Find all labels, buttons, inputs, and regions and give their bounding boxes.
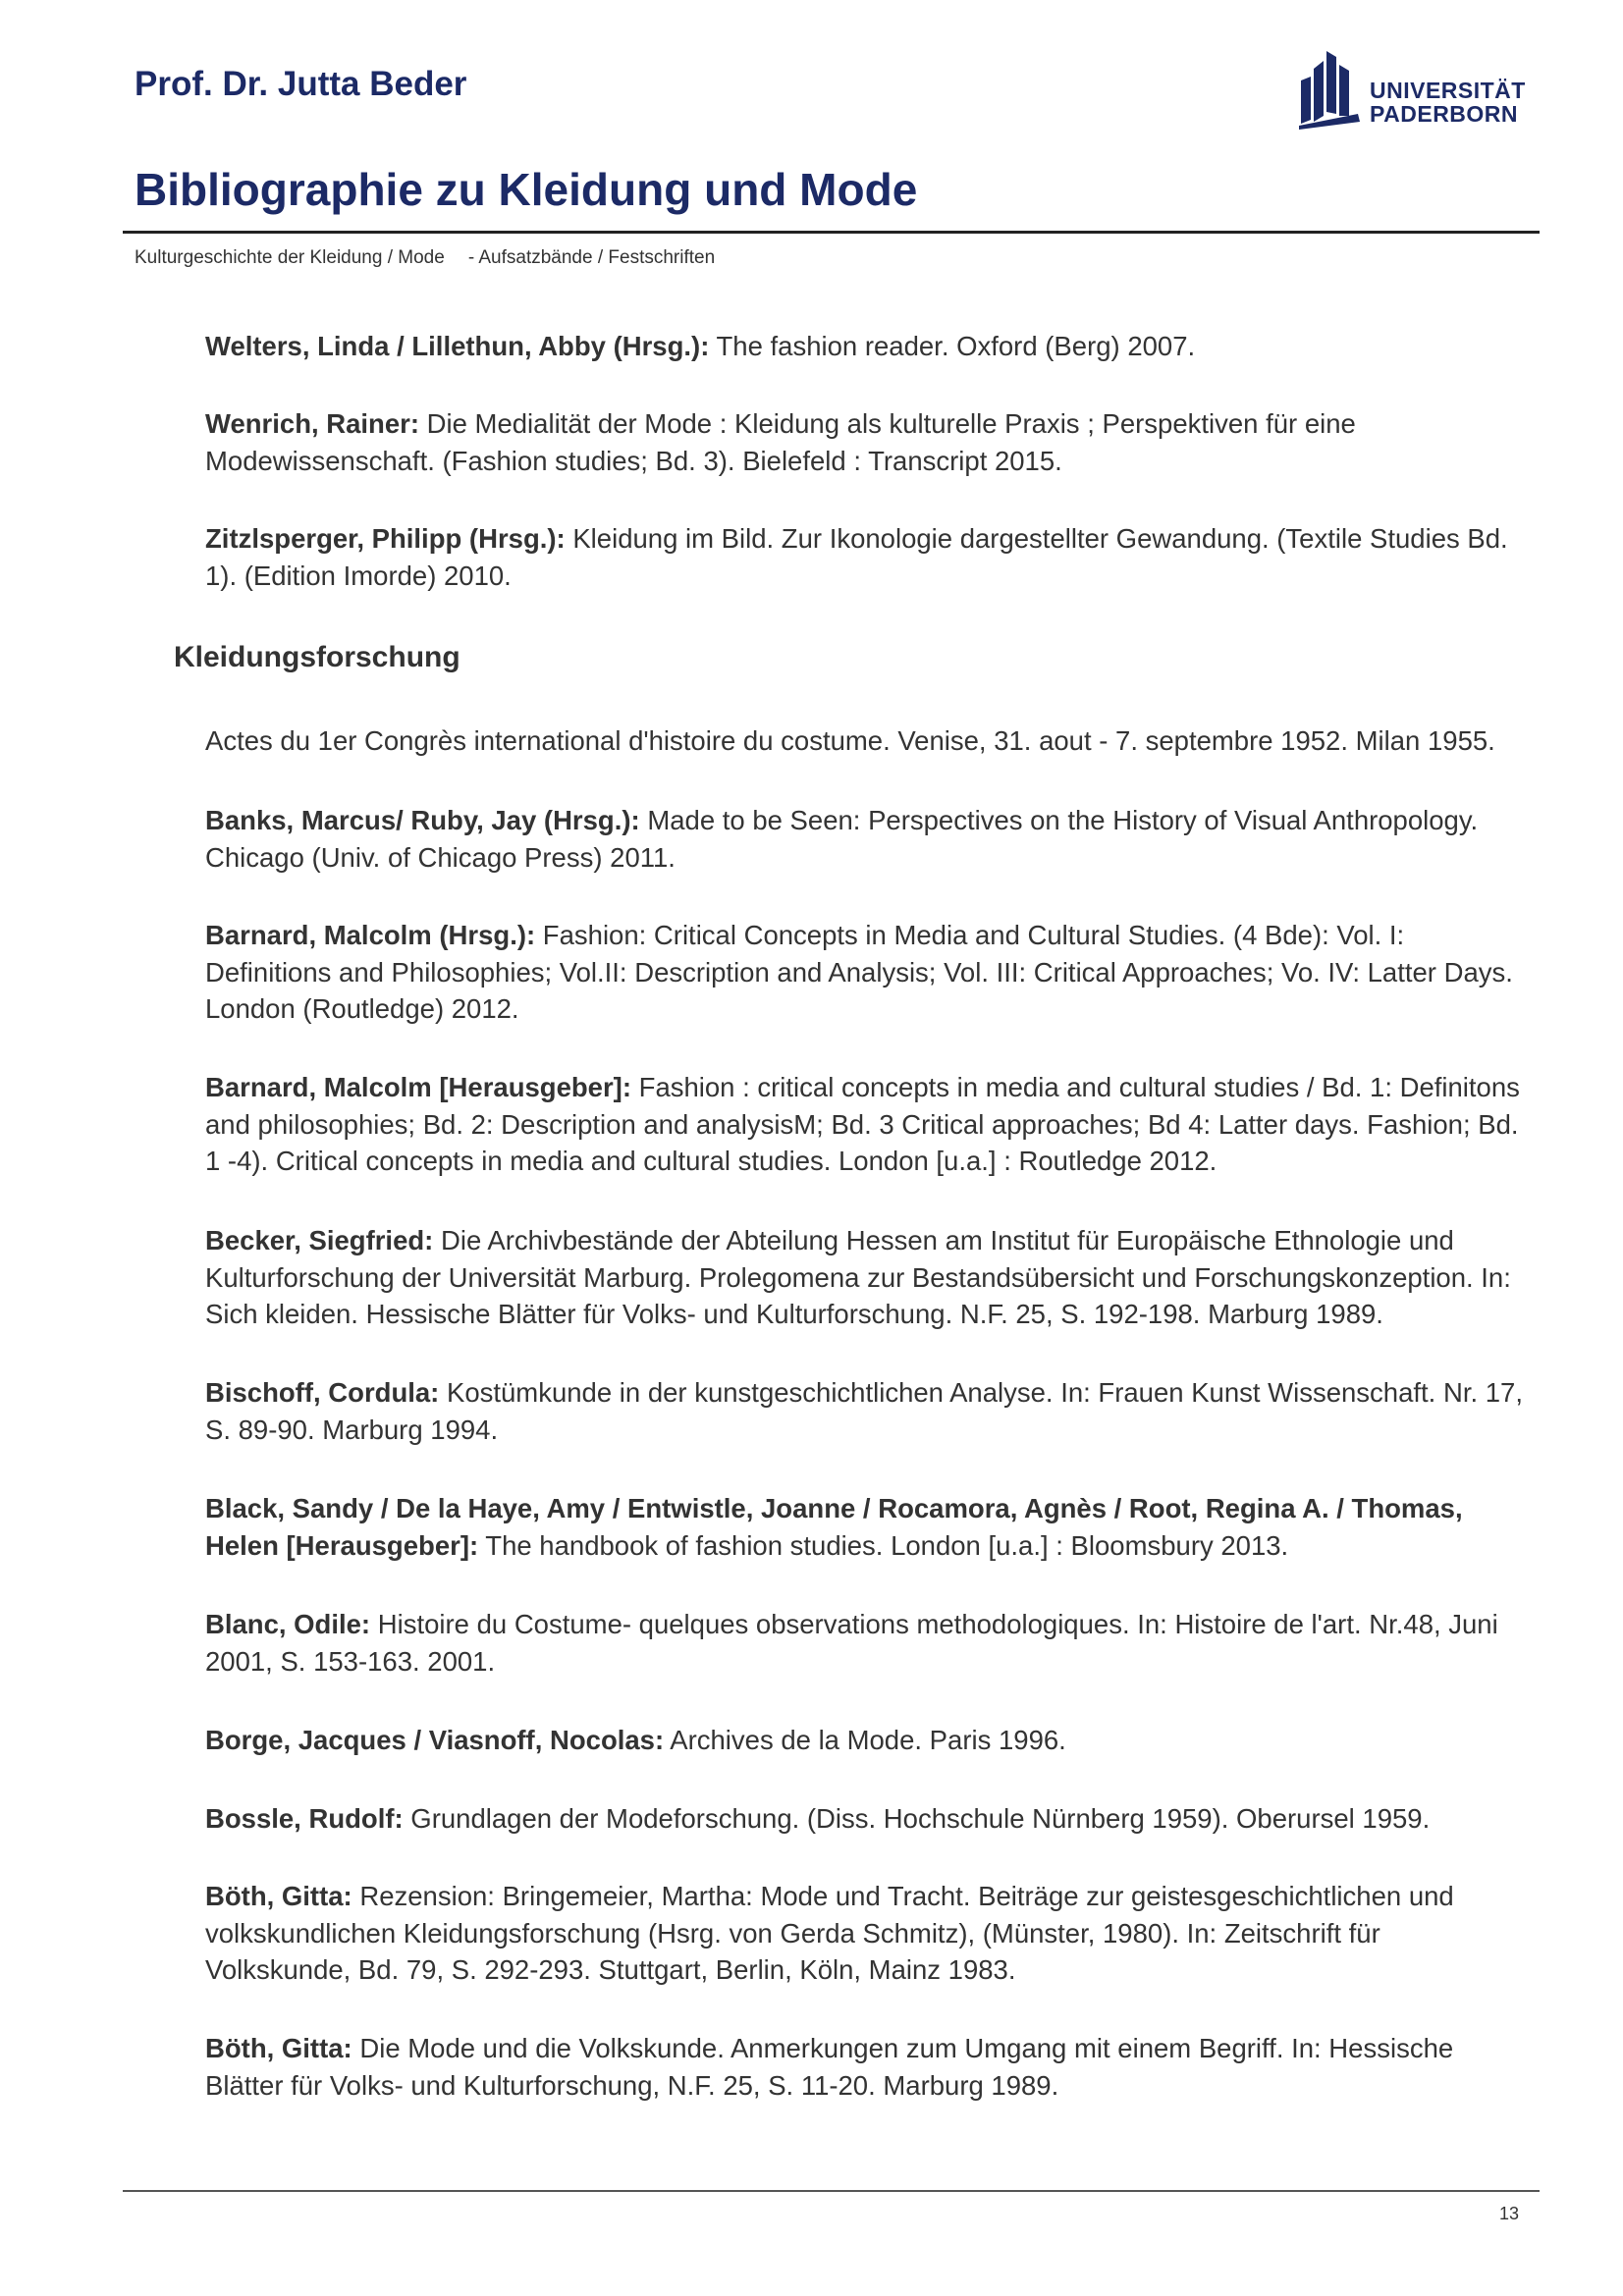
breadcrumb	[135, 247, 715, 269]
entry-author: Bischoff, Cordula:	[205, 1377, 440, 1408]
bibliography-entry	[205, 1374, 1526, 1448]
bibliography-entry	[205, 520, 1526, 594]
entry-author: Blanc, Odile:	[205, 1609, 371, 1639]
bibliography-entry	[205, 405, 1526, 479]
entry-author: Barnard, Malcolm (Hrsg.):	[205, 920, 536, 950]
university-logo-text	[1370, 79, 1526, 126]
bibliography-entry	[205, 1490, 1526, 1564]
entry-author: Banks, Marcus/ Ruby, Jay (Hrsg.):	[205, 805, 640, 835]
entry-author: Bossle, Rudolf:	[205, 1803, 404, 1834]
bibliography-entry	[205, 1606, 1526, 1680]
bibliography-entry	[205, 2030, 1526, 2104]
entry-author: Wenrich, Rainer:	[205, 408, 420, 439]
entry-text: Die Mode und die Volkskunde. Anmerkungen zum Umgang mit einem Begriff. In: Hessische Blätter für Volks- und Kulturforschung, N.F. 25, S. 11-20. Marburg 1989.	[205, 2033, 1454, 2101]
page-title: Bibliographie zu Kleidung und Mode	[135, 164, 918, 215]
header-divider	[123, 231, 1540, 234]
entry-text: Grundlagen der Modeforschung. (Diss. Hochschule Nürnberg 1959). Oberursel 1959.	[403, 1803, 1431, 1834]
entry-text: Fashion : critical concepts in media and cultural studies / Bd. 1: Definitons and philosophies; Bd. 2: Description and analysisM; Bd. 3 Critical approaches; Bd 4: Latter days. Fashion; Bd. 1 -4). Critical concepts in media and cultural studies. London [u.a.] : Routledge 2012.	[205, 1072, 1520, 1176]
entry-text: Histoire du Costume- quelques observations methodologiques. In: Histoire de l'art. Nr.48, Juni 2001, S. 153-163. 2001.	[205, 1609, 1498, 1677]
logo-line-2: PADERBORN	[1370, 101, 1519, 127]
page-number: 13	[1499, 2204, 1520, 2223]
author-name: Prof. Dr. Jutta Beder	[135, 65, 467, 103]
bibliography-entry	[205, 917, 1526, 1028]
logo-line-1: UNIVERSITÄT	[1370, 78, 1526, 103]
bibliography-entry	[205, 1800, 1526, 1838]
entry-author: Black, Sandy / De la Haye, Amy / Entwistle, Joanne / Rocamora, Agnès / Root, Regina A. / Thomas, Helen [Herausgeber]:	[205, 1493, 1463, 1561]
breadcrumb-part-1: Kulturgeschichte der Kleidung / Mode	[135, 247, 445, 268]
entry-author: Becker, Siegfried:	[205, 1225, 434, 1255]
section-heading: Kleidungsforschung	[174, 641, 460, 673]
bibliography-entry	[205, 1878, 1526, 1989]
university-logo	[1299, 51, 1525, 133]
entry-author: Böth, Gitta:	[205, 2033, 352, 2063]
entry-author: Böth, Gitta:	[205, 1881, 352, 1911]
university-logo-icon	[1299, 51, 1360, 130]
bibliography-entry	[205, 802, 1526, 876]
breadcrumb-part-2: - Aufsatzbände / Festschriften	[467, 247, 716, 268]
entry-author: Zitzlsperger, Philipp (Hrsg.):	[205, 523, 566, 554]
entry-text: Die Medialität der Mode : Kleidung als kulturelle Praxis ; Perspektiven für eine Modewissenschaft. (Fashion studies; Bd. 3). Bielefeld : Transcript 2015.	[205, 408, 1356, 476]
bibliography-entry	[205, 1069, 1526, 1180]
bibliography-entry	[205, 328, 1526, 365]
entry-text: Actes du 1er Congrès international d'histoire du costume. Venise, 31. aout - 7. septembre 1952. Milan 1955.	[205, 725, 1495, 756]
entry-text: Die Archivbestände der Abteilung Hessen am Institut für Europäische Ethnologie und Kulturforschung der Universität Marburg. Prolegomena zur Bestandsübersicht und Forschungskonzeption. In: Sich kleiden. Hessische Blätter für Volks- und Kulturforschung. N.F. 25, S. 192-198. Marburg 1989.	[205, 1225, 1511, 1329]
entry-text: Kostümkunde in der kunstgeschichtlichen Analyse. In: Frauen Kunst Wissenschaft. Nr. 17, S. 89-90. Marburg 1994.	[205, 1377, 1523, 1445]
entry-text: Kleidung im Bild. Zur Ikonologie dargestellter Gewandung. (Textile Studies Bd. 1). (Edition Imorde) 2010.	[205, 523, 1508, 591]
entry-text: Rezension: Bringemeier, Martha: Mode und Tracht. Beiträge zur geistesgeschichtlichen und volkskundlichen Kleidungsforschung (Hsrg. von Gerda Schmitz), (Münster, 1980). In: Zeitschrift für Volkskunde, Bd. 79, S. 292-293. Stuttgart, Berlin, Köln, Mainz 1983.	[205, 1881, 1454, 1985]
entry-text: The fashion reader. Oxford (Berg) 2007.	[709, 331, 1196, 361]
entry-text: The handbook of fashion studies. London [u.a.] : Bloomsbury 2013.	[478, 1529, 1289, 1561]
entry-author: Welters, Linda / Lillethun, Abby (Hrsg.):	[205, 331, 710, 361]
bibliography-entry	[205, 1222, 1526, 1333]
entry-text: Made to be Seen: Perspectives on the History of Visual Anthropology. Chicago (Univ. of Chicago Press) 2011.	[205, 805, 1479, 873]
entry-author: Borge, Jacques / Viasnoff, Nocolas:	[205, 1725, 665, 1755]
bibliography-entry	[205, 1722, 1526, 1759]
entry-text: Archives de la Mode. Paris 1996.	[664, 1725, 1066, 1755]
bibliography-entry	[205, 722, 1526, 760]
entry-author: Barnard, Malcolm [Herausgeber]:	[205, 1072, 631, 1102]
footer-divider	[123, 2190, 1540, 2192]
entry-text: Fashion: Critical Concepts in Media and Cultural Studies. (4 Bde): Vol. I: Definitions and Philosophies; Vol.II: Description and Analysis; Vol. III: Critical Approaches; Vo. IV: Latter Days. London (Routledge) 2012.	[205, 920, 1513, 1024]
